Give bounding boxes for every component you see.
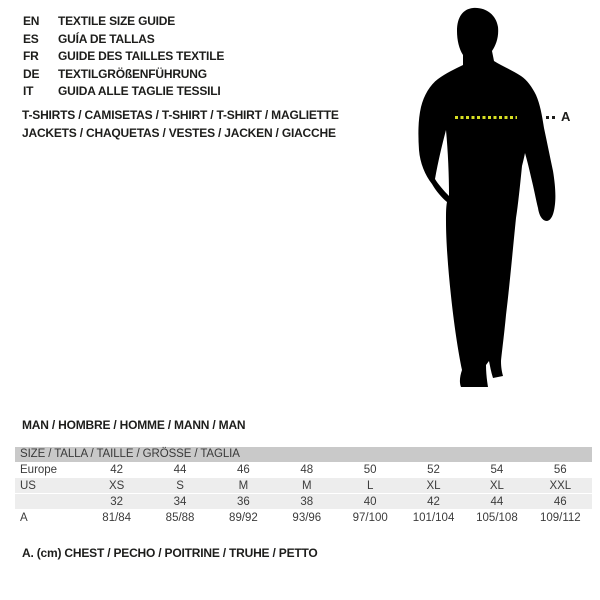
size-cell: 48 xyxy=(300,464,314,476)
size-cell: M xyxy=(238,480,249,492)
size-cell: L xyxy=(366,480,374,492)
row-label xyxy=(15,494,85,509)
size-cell: XL xyxy=(426,480,441,492)
size-cell: 85/88 xyxy=(165,512,195,524)
language-code: ES xyxy=(23,31,39,46)
language-label: GUIDA ALLE TAGLIE TESSILI xyxy=(58,84,221,98)
measurement-leader-dashes xyxy=(546,116,558,119)
chest-measurement-dashed-line xyxy=(455,116,517,119)
size-cell: 93/96 xyxy=(292,512,322,524)
man-silhouette xyxy=(415,5,565,390)
language-code: EN xyxy=(23,14,40,28)
size-cell: 105/108 xyxy=(476,512,518,524)
section-title-man: MAN / HOMBRE / HOMME / MANN / MAN xyxy=(22,418,246,432)
size-cell: 50 xyxy=(363,464,377,476)
size-cell: 42 xyxy=(427,496,440,508)
size-cell: XXL xyxy=(549,480,572,492)
size-cell: 89/92 xyxy=(229,512,258,524)
language-label: GUÍA DE TALLAS xyxy=(58,31,155,46)
size-cell: 109/112 xyxy=(539,512,581,524)
size-cell: 46 xyxy=(237,464,250,476)
size-cell: S xyxy=(176,480,184,492)
size-cell: 44 xyxy=(173,464,187,476)
row-label: US xyxy=(20,480,36,492)
language-label: TEXTILE SIZE GUIDE xyxy=(58,14,176,28)
table-row-us xyxy=(15,478,592,494)
size-cell: 40 xyxy=(363,496,377,508)
size-cell: 56 xyxy=(553,464,567,476)
language-code: FR xyxy=(23,49,39,63)
size-cell: 54 xyxy=(490,464,504,476)
language-label: TEXTILGRÖßENFÜHRUNG xyxy=(58,66,207,81)
size-cell: 46 xyxy=(553,496,567,508)
table-row-europe xyxy=(15,462,592,478)
language-label: GUIDE DES TAILLES TEXTILE xyxy=(58,49,225,63)
language-code: DE xyxy=(23,66,40,81)
size-cell: 97/100 xyxy=(352,512,388,524)
measurement-footnote: A. (cm) CHEST / PECHO / POITRINE / TRUHE / PETTO xyxy=(22,546,318,560)
row-label: A xyxy=(20,512,28,524)
row-label: Europe xyxy=(20,464,58,476)
size-cell: 101/104 xyxy=(412,512,455,524)
size-cell: 81/84 xyxy=(102,512,132,524)
size-cell: 42 xyxy=(110,464,124,476)
size-cell: M xyxy=(302,480,312,492)
product-category-jackets: JACKETS / CHAQUETAS / VESTES / JACKEN / GIACCHE xyxy=(22,125,336,140)
size-cell: 36 xyxy=(237,496,250,508)
product-category-tshirts: T-SHIRTS / CAMISETAS / T-SHIRT / T-SHIRT / MAGLIETTE xyxy=(22,108,339,122)
size-cell: 38 xyxy=(300,496,314,508)
size-table-header: SIZE / TALLA / TAILLE / GRÖSSE / TAGLIA xyxy=(15,447,592,462)
size-cell: XS xyxy=(109,480,125,492)
size-cell: 32 xyxy=(110,496,124,508)
table-row-chest-a xyxy=(15,510,592,526)
language-code: IT xyxy=(23,84,34,98)
size-cell: 52 xyxy=(427,464,440,476)
size-cell: 44 xyxy=(490,496,504,508)
table-row-numeric xyxy=(15,494,592,510)
size-table xyxy=(15,447,592,526)
size-cell: 34 xyxy=(173,496,187,508)
size-cell: XL xyxy=(489,480,504,492)
measurement-label-a: A xyxy=(561,109,571,124)
